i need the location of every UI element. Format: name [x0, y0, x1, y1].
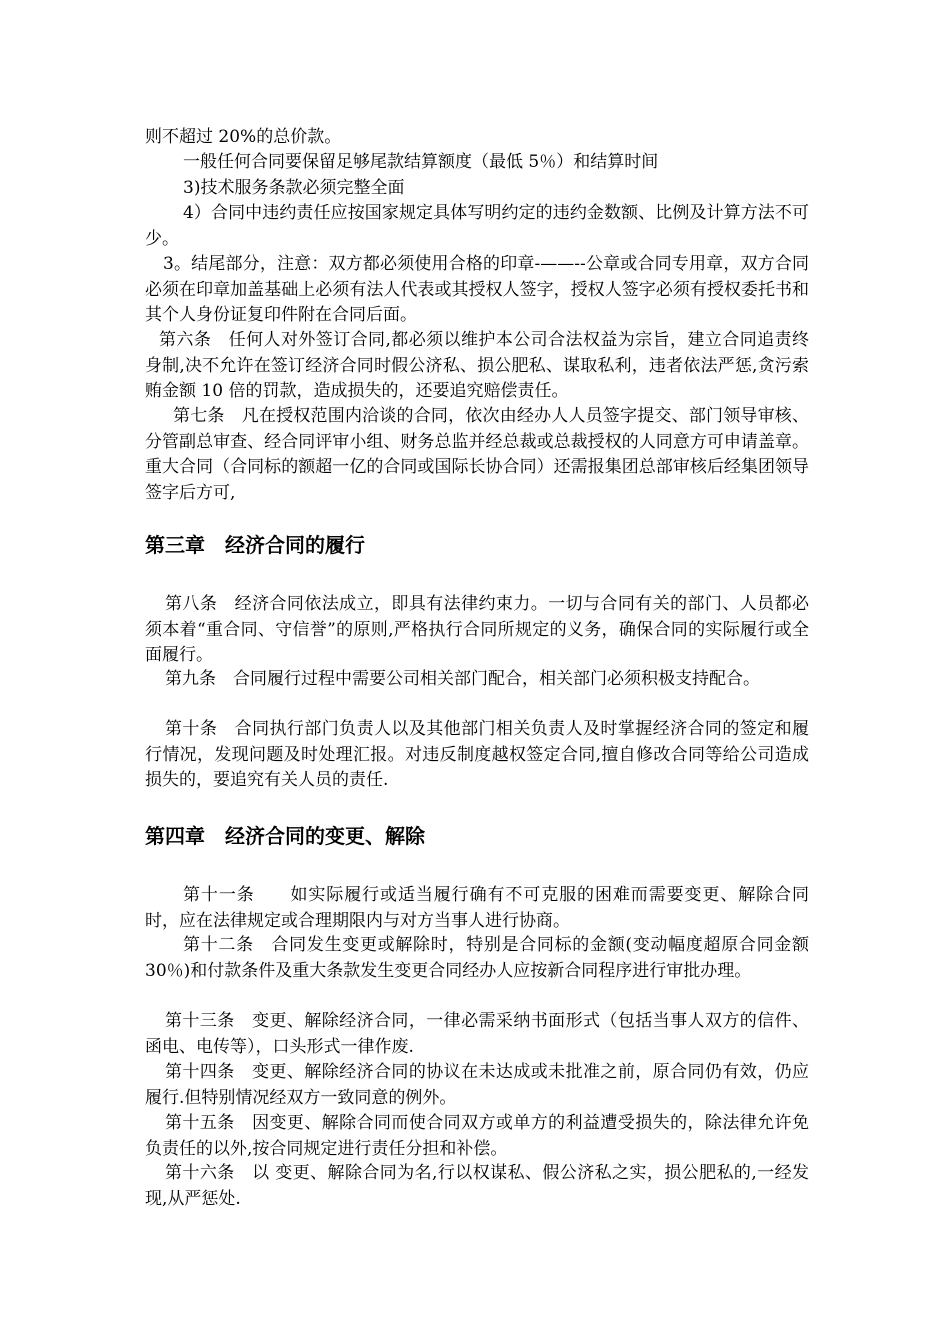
- article-13: 第十三条 变更、解除经济合同，一律必需采纳书面形式（包括当事人双方的信件、函电、电传等），口头形式一律作废.: [145, 1011, 809, 1057]
- chapter-4-heading: 第四章 经济合同的变更、解除: [145, 824, 425, 848]
- article-9: 第九条 合同履行过程中需要公司相关部门配合，相关部门必须积极支持配合。: [165, 669, 760, 689]
- article-8: 第八条 经济合同依法成立，即具有法律约束力。一切与合同有关的部门、人员都必须本着“重合同、守信誉”的原则,严格执行合同所规定的义务，确保合同的实际履行或全面履行。: [145, 594, 809, 665]
- article-10: 第十条 合同执行部门负责人以及其他部门相关负责人及时掌握经济合同的签定和履行情况，发现问题及时处理汇报。对违反制度越权签定合同,擅自修改合同等给公司造成损失的，要追究有关人员的责任.: [145, 719, 809, 790]
- paragraph-breach-liability: 4）合同中违约责任应按国家规定具体写明约定的违约金数额、比例及计算方法不可少。: [145, 203, 809, 249]
- chapter-3-heading: 第三章 经济合同的履行: [145, 533, 365, 557]
- article-7: 第七条 凡在授权范围内洽谈的合同，依次由经办人人员签字提交、部门领导审核、分管副总审查、经合同评审小组、财务总监并经总裁或总裁授权的人同意方可申请盖章。重大合同（合同标的额超一亿的合同或国际长协合同）还需报集团总部审核后经集团领导签字后方可,: [145, 406, 809, 503]
- paragraph-closing-section: 3。结尾部分，注意：双方都必须使用合格的印章-——--公章或合同专用章，双方合同必须在印章加盖基础上必须有法人代表或其授权人签字，授权人签字必须有授权委托书和其个人身份证复印件附在合同后面。: [145, 254, 809, 325]
- article-16: 第十六条 以 变更、解除合同为名,行以权谋私、假公济私之实，损公肥私的,一经发现,从严惩处.: [145, 1163, 809, 1209]
- article-11: 第十一条 如实际履行或适当履行确有不可克服的困难而需要变更、解除合同时，应在法律规定或合理期限内与对方当事人进行协商。: [145, 885, 809, 931]
- article-12: 第十二条 合同发生变更或解除时，特别是合同标的金额(变动幅度超原合同金额 30％)和付款条件及重大条款发生变更合同经办人应按新合同程序进行审批办理。: [145, 935, 809, 981]
- paragraph-tech-service: 3)技术服务条款必须完整全面: [183, 178, 405, 198]
- paragraph-continuation: 则不超过 20%的总价款。: [145, 127, 342, 147]
- article-15: 第十五条 因变更、解除合同而使合同双方或单方的利益遭受损失的，除法律允许免负责任的以外,按合同规定进行责任分担和补偿。: [145, 1113, 809, 1159]
- article-14: 第十四条 变更、解除经济合同的协议在未达成或未批准之前，原合同仍有效，仍应履行.但特别情况经双方一致同意的例外。: [145, 1062, 809, 1108]
- article-6: 第六条 任何人对外签订合同,都必须以维护本公司合法权益为宗旨，建立合同追责终身制,决不允许在签订经济合同时假公济私、损公肥私、谋取私利，违者依法严惩,贪污索贿金额 10 倍的罚款，造成损失的，还要追究赔偿责任。: [145, 330, 809, 401]
- paragraph-tail-payment: 一般任何合同要保留足够尾款结算额度（最低 5％）和结算时间: [183, 152, 659, 172]
